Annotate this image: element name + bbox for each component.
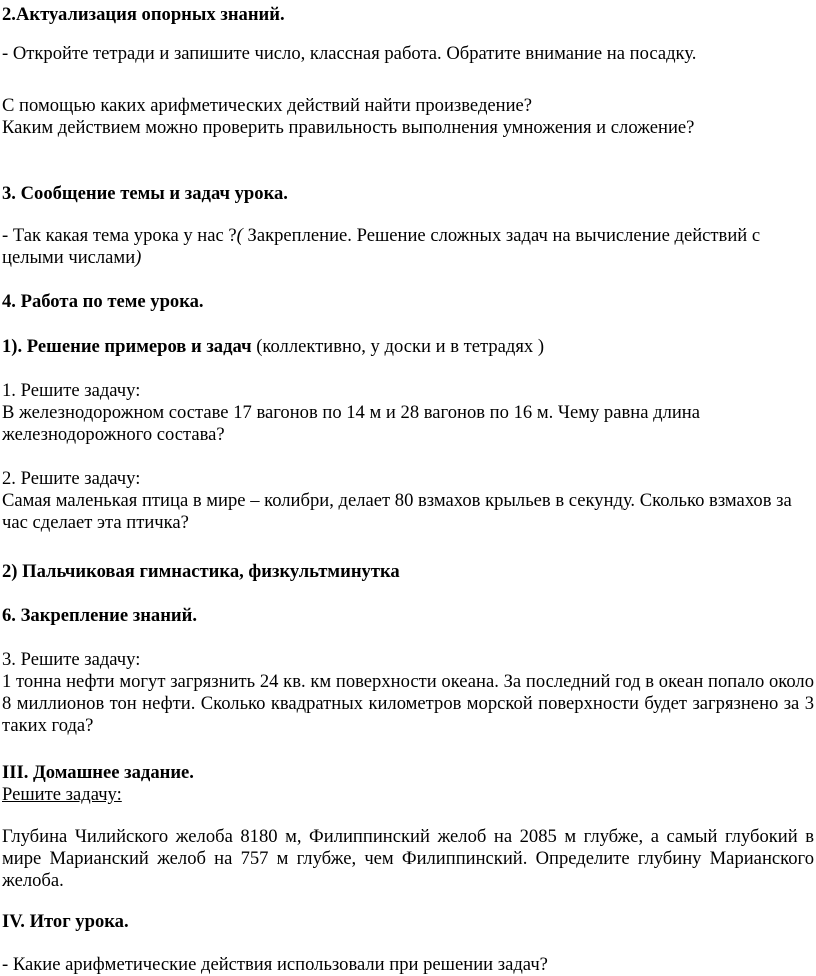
section-2-question-2: Каким действием можно проверить правильность выполнения умножения и сложение? bbox=[2, 117, 695, 138]
topic-close-paren: ) bbox=[135, 247, 142, 268]
topic-prefix: - Так какая тема урока у нас ? bbox=[2, 225, 237, 246]
homework-label: Решите задачу: bbox=[2, 784, 122, 805]
gymnastics-heading: 2) Пальчиковая гимнастика, физкультминутка bbox=[2, 561, 400, 582]
task-2-text: Самая маленькая птица в мире – колибри, делает 80 взмахов крыльев в секунду. Сколько взмахов за час сделает эта птичка? bbox=[2, 490, 792, 533]
task-3-label: 3. Решите задачу: bbox=[2, 649, 141, 670]
topic-open-paren: ( bbox=[236, 225, 243, 246]
topic-text: Закрепление. Решение сложных задач на вычисление действий с целыми числами bbox=[2, 225, 761, 268]
summary-heading: IV. Итог урока. bbox=[2, 911, 129, 932]
section-4-subheading bbox=[2, 336, 544, 358]
section-3-topic bbox=[2, 225, 814, 269]
section-6-heading: 6. Закрепление знаний. bbox=[2, 605, 198, 626]
subheading-bold: 1). Решение примеров и задач bbox=[2, 336, 252, 357]
task-3-text: 1 тонна нефти могут загрязнить 24 кв. км поверхности океана. За последний год в океан попало около 8 миллионов тон нефти. Сколько квадратных километров морской поверхности будет загрязнено за 3 таких года? bbox=[2, 671, 814, 736]
summary-question: - Какие арифметические действия использовали при решении задач? bbox=[2, 954, 548, 975]
task-1-label: 1. Решите задачу: bbox=[2, 380, 141, 401]
homework-text: Глубина Чилийского желоба 8180 м, Филиппинский желоб на 2085 м глубже, а самый глубокий в мире Марианский желоб на 757 м глубже, чем Филиппинский. Определите глубину Марианского желоба. bbox=[2, 826, 814, 891]
section-2-heading: 2.Актуализация опорных знаний. bbox=[2, 4, 285, 25]
section-4-heading: 4. Работа по теме урока. bbox=[2, 291, 204, 312]
section-2-instruction: - Откройте тетради и запишите число, классная работа. Обратите внимание на посадку. bbox=[2, 43, 697, 64]
homework-heading: III. Домашнее задание. bbox=[2, 762, 194, 783]
section-3-heading: 3. Сообщение темы и задач урока. bbox=[2, 183, 288, 204]
subheading-rest: (коллективно, у доски и в тетрадях ) bbox=[251, 336, 545, 357]
task-1-text: В железнодорожном составе 17 вагонов по 14 м и 28 вагонов по 16 м. Чему равна длина железнодорожного состава? bbox=[2, 402, 701, 445]
task-2-label: 2. Решите задачу: bbox=[2, 468, 141, 489]
section-2-question-1: С помощью каких арифметических действий найти произведение? bbox=[2, 95, 533, 116]
